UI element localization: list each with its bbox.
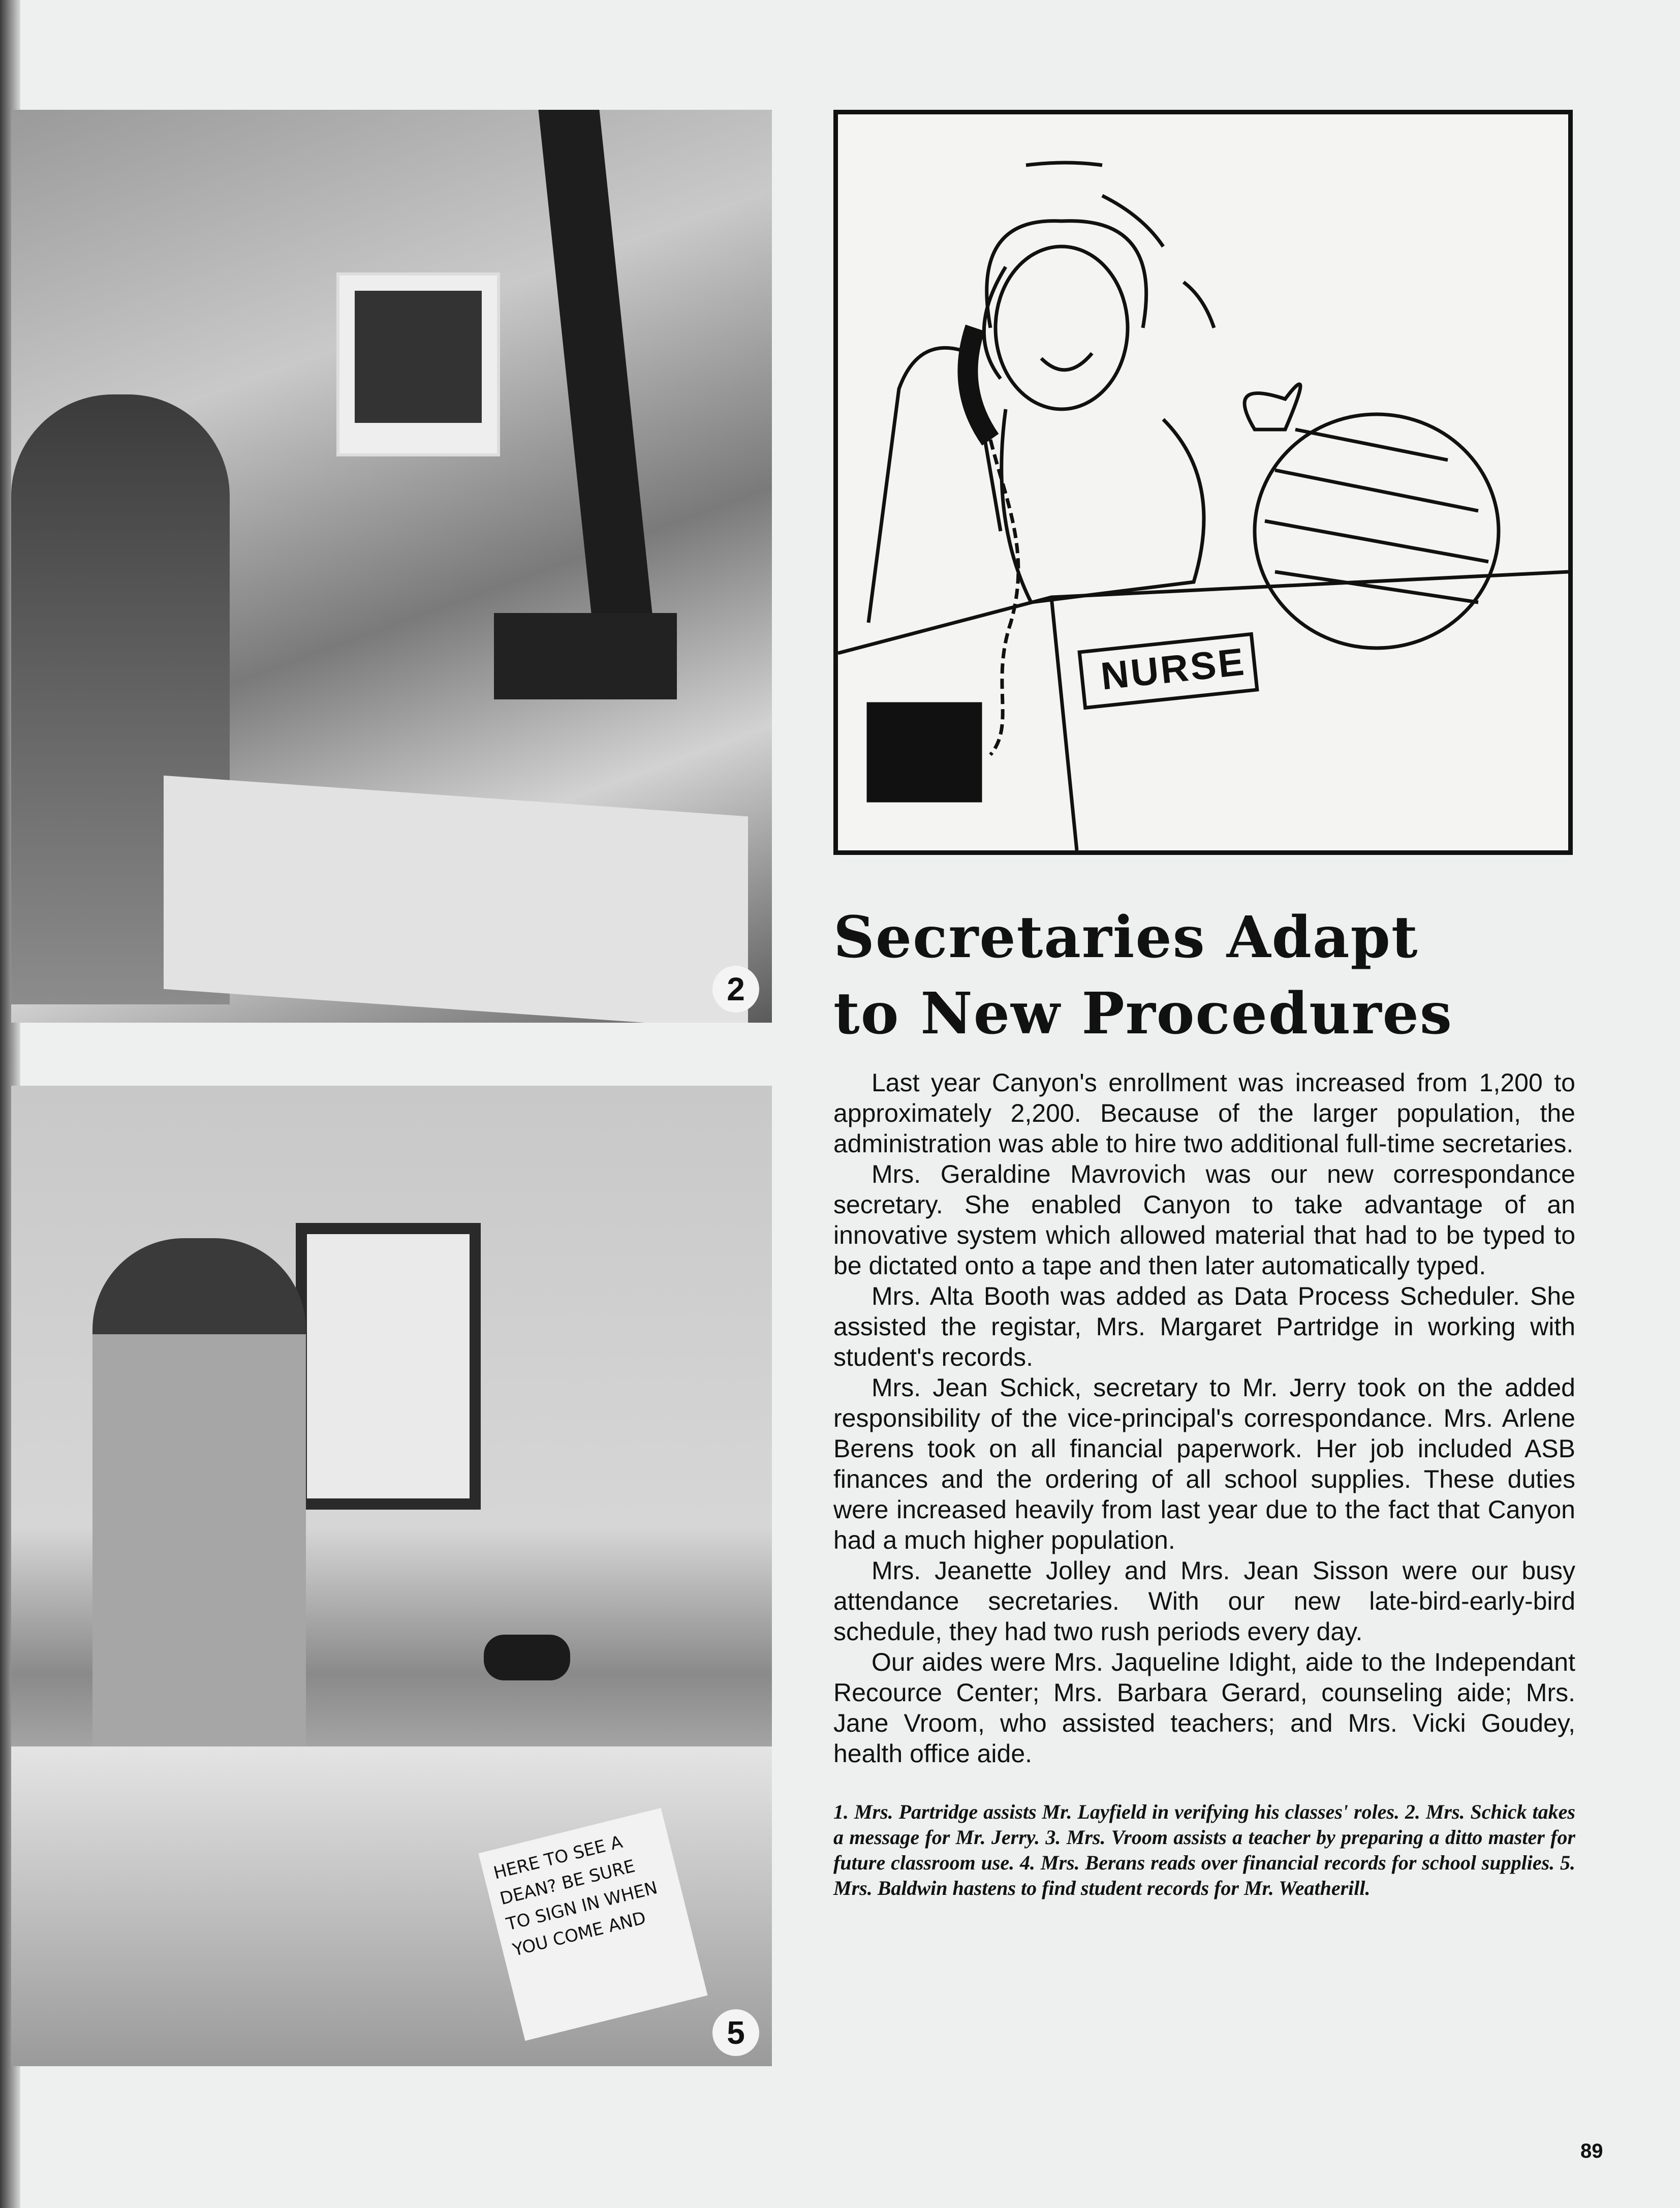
paragraph: Last year Canyon's enrollment was increased from 1,200 to approximately 2,200. Because of the larger population, the administration was able to hire two additional full-time secretaries. bbox=[833, 1068, 1575, 1158]
secretary-figure bbox=[92, 1238, 306, 1772]
paragraph: Mrs. Jean Schick, secretary to Mr. Jerry took on the added responsibility of the vice-principal's correspondance. Mrs. Arlene Berens took on all financial paperwork. Her job included ASB finances and the ordering of all school supplies. These duties were increased heavily from last year due to the fact that Canyon had a much higher population. bbox=[833, 1373, 1575, 1554]
title-line-2: to New Procedures bbox=[833, 980, 1453, 1047]
framed-picture bbox=[296, 1223, 481, 1510]
paragraph: Mrs. Alta Booth was added as Data Process Scheduler. She assisted the registar, Mrs. Margaret Partridge in working with student's records. bbox=[833, 1282, 1575, 1371]
paragraph: Mrs. Geraldine Mavrovich was our new correspondance secretary. She enabled Canyon to take advantage of an innovative system which allowed material that had to be typed to be dictated onto a tape and then later automatically typed. bbox=[833, 1160, 1575, 1280]
title-line-1: Secretaries Adapt bbox=[833, 904, 1419, 971]
cartoon-drawing bbox=[838, 114, 1568, 850]
article bbox=[833, 900, 1575, 1901]
wall-frame-photo bbox=[336, 272, 500, 456]
bow bbox=[1245, 384, 1300, 430]
desk-papers bbox=[164, 776, 748, 1023]
desk-phone bbox=[868, 704, 980, 801]
woman-head bbox=[995, 247, 1128, 409]
sign-in-sign: HERE TO SEE A DEAN? BE SURE TO SIGN IN WHEN YOU COME AND bbox=[479, 1808, 708, 2041]
photo-number-badge: 5 bbox=[712, 2009, 759, 2056]
chair-outline bbox=[868, 348, 1001, 623]
paragraph: Our aides were Mrs. Jaqueline Idight, aide to the Independant Recource Center; Mrs. Barbara Gerard, counseling aide; Mrs. Jane Vroom, who assisted teachers; and Mrs. Vicki Goudey, health office aide. bbox=[833, 1648, 1575, 1768]
photo-secretary-at-desk bbox=[11, 1086, 772, 2066]
telephone bbox=[484, 1635, 570, 1680]
photo-secretary-on-phone bbox=[11, 110, 772, 1023]
page-number: 89 bbox=[1580, 2140, 1603, 2162]
bandaged-patient bbox=[1255, 414, 1499, 648]
smile bbox=[1041, 353, 1092, 370]
telephone-receiver bbox=[968, 328, 990, 440]
photo-captions: 1. Mrs. Partridge assists Mr. Layfield in verifying his classes' roles. 2. Mrs. Schick takes a message for Mr. Jerry. 3. Mrs. Vroom assists a teacher by preparing a ditto master for future classroom use. 4. Mrs. Berans reads over financial records for school supplies. 5. Mrs. Baldwin hastens to find student records for Mr. Weatherill. bbox=[833, 1800, 1575, 1899]
body bbox=[1002, 409, 1204, 602]
nurse-cartoon bbox=[833, 110, 1573, 855]
photo-number-badge: 2 bbox=[712, 966, 759, 1013]
typewriter bbox=[494, 613, 677, 699]
paragraph: Mrs. Jeanette Jolley and Mrs. Jean Sisson were our busy attendance secretaries. With our new late-bird-early-bird schedule, they had two rush periods every day. bbox=[833, 1556, 1575, 1646]
dark-doorframe bbox=[538, 110, 652, 618]
nurse-desk-sign: NURSE bbox=[1099, 640, 1248, 698]
article-title bbox=[833, 900, 1575, 1052]
article-body bbox=[833, 1067, 1575, 1769]
